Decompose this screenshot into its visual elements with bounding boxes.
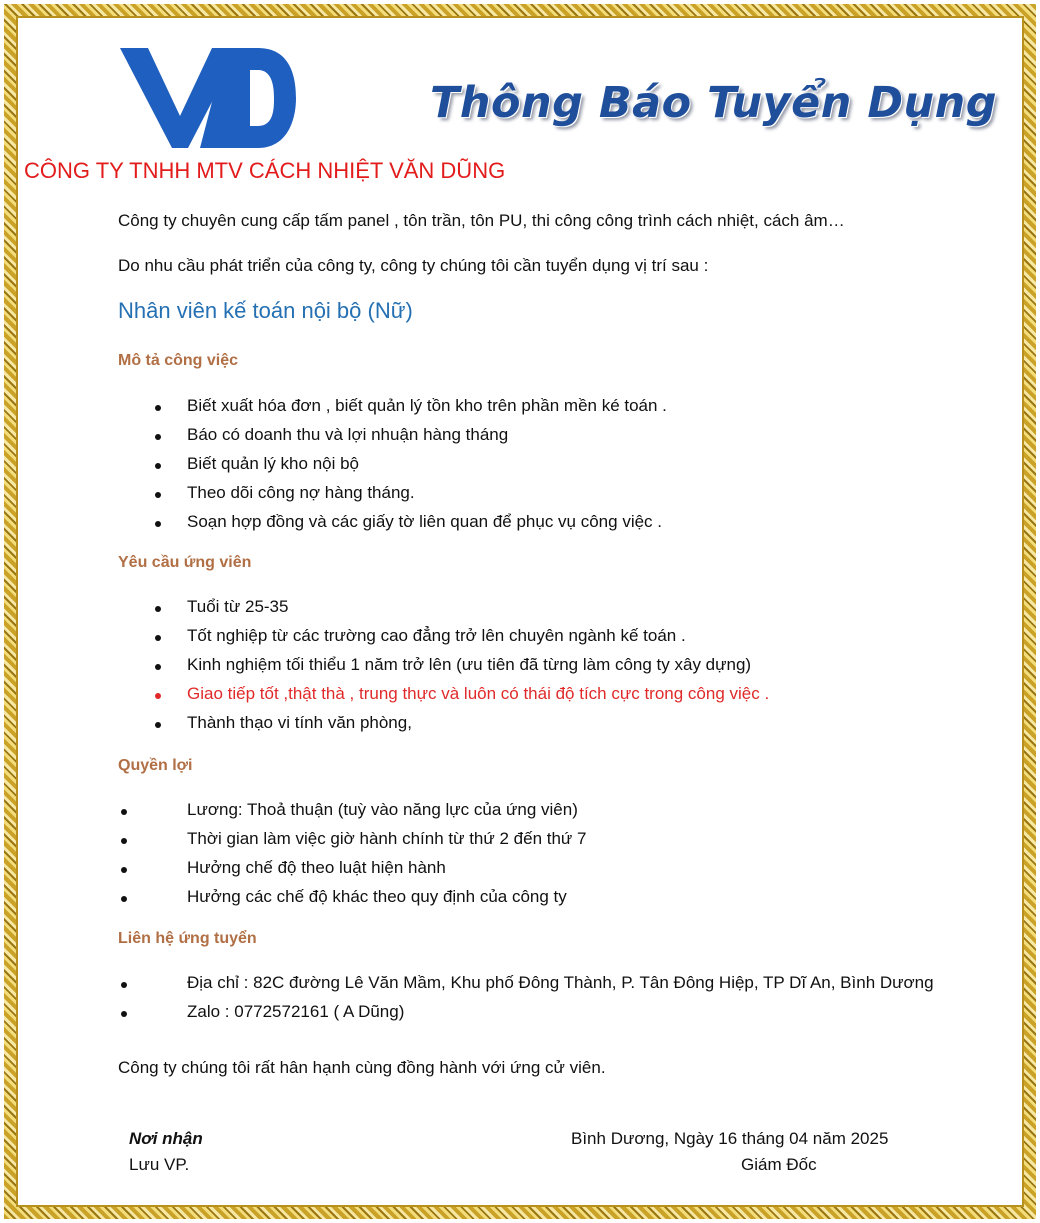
bullet-icon bbox=[121, 896, 127, 902]
intro-line-2: Do nhu cầu phát triển của công ty, công ty chúng tôi cần tuyển dụng vị trí sau : bbox=[118, 256, 709, 275]
list-item: Báo có doanh thu và lợi nhuận hàng tháng bbox=[187, 425, 667, 454]
list-item: Thành thạo vi tính văn phòng, bbox=[187, 713, 769, 742]
company-logo bbox=[118, 46, 298, 150]
bullet-icon bbox=[155, 434, 161, 440]
list-item-highlighted: Giao tiếp tốt ,thật thà , trung thực và luôn có thái độ tích cực trong công việc . bbox=[187, 684, 769, 713]
list-item: Lương: Thoả thuận (tuỳ vào năng lực của ứng viên) bbox=[187, 800, 586, 829]
bullet-icon bbox=[121, 1011, 127, 1017]
bullet-icon bbox=[121, 982, 127, 988]
list-item: Theo dõi công nợ hàng tháng. bbox=[187, 483, 667, 512]
contact-list bbox=[187, 973, 934, 1031]
bullet-icon bbox=[155, 606, 161, 612]
list-item: Tuổi từ 25-35 bbox=[187, 597, 769, 626]
job-description-list bbox=[187, 396, 667, 541]
section-heading-contact: Liên hệ ứng tuyển bbox=[118, 930, 257, 947]
closing-line: Công ty chúng tôi rất hân hạnh cùng đồng hành với ứng cử viên. bbox=[118, 1058, 606, 1077]
list-item: Soạn hợp đồng và các giấy tờ liên quan để phục vụ công việc . bbox=[187, 512, 667, 541]
bullet-icon bbox=[155, 722, 161, 728]
document-title: Thông Báo Tuyển Dụng bbox=[430, 78, 998, 128]
bullet-icon bbox=[155, 521, 161, 527]
position-title: Nhân viên kế toán nội bộ (Nữ) bbox=[118, 298, 413, 323]
signer-title: Giám Đốc bbox=[741, 1155, 817, 1174]
list-item: Hưởng các chế độ khác theo quy định của công ty bbox=[187, 887, 586, 916]
bullet-icon bbox=[121, 867, 127, 873]
list-item: Hưởng chế độ theo luật hiện hành bbox=[187, 858, 586, 887]
company-name: CÔNG TY TNHH MTV CÁCH NHIỆT VĂN DŨNG bbox=[24, 158, 506, 183]
recipient: Lưu VP. bbox=[129, 1155, 190, 1174]
section-heading-benefits: Quyền lợi bbox=[118, 757, 193, 774]
requirements-list bbox=[187, 597, 769, 742]
bullet-icon bbox=[155, 635, 161, 641]
bullet-icon bbox=[155, 405, 161, 411]
list-item: Tốt nghiệp từ các trường cao đẳng trở lên chuyên ngành kế toán . bbox=[187, 626, 769, 655]
bullet-icon bbox=[155, 693, 161, 699]
section-heading-requirements: Yêu cầu ứng viên bbox=[118, 554, 252, 571]
bullet-icon bbox=[121, 838, 127, 844]
bullet-icon bbox=[155, 664, 161, 670]
bullet-icon bbox=[121, 809, 127, 815]
list-item: Zalo : 0772572161 ( A Dũng) bbox=[187, 1002, 934, 1031]
intro-line-1: Công ty chuyên cung cấp tấm panel , tôn trần, tôn PU, thi công công trình cách nhiệt, cách âm… bbox=[118, 211, 845, 230]
section-heading-job-description: Mô tả công việc bbox=[118, 352, 239, 369]
list-item: Kinh nghiệm tối thiểu 1 năm trở lên (ưu tiên đã từng làm công ty xây dựng) bbox=[187, 655, 769, 684]
list-item: Thời gian làm việc giờ hành chính từ thứ 2 đến thứ 7 bbox=[187, 829, 586, 858]
benefits-list bbox=[187, 800, 586, 916]
list-item: Biết xuất hóa đơn , biết quản lý tồn kho trên phần mền ké toán . bbox=[187, 396, 667, 425]
list-item: Biết quản lý kho nội bộ bbox=[187, 454, 667, 483]
bullet-icon bbox=[155, 463, 161, 469]
recipient-label: Nơi nhận bbox=[129, 1129, 203, 1148]
list-item: Địa chỉ : 82C đường Lê Văn Mầm, Khu phố Đông Thành, P. Tân Đông Hiệp, TP Dĩ An, Bình Dương bbox=[187, 973, 934, 1002]
bullet-icon bbox=[155, 492, 161, 498]
place-date: Bình Dương, Ngày 16 tháng 04 năm 2025 bbox=[571, 1129, 889, 1148]
